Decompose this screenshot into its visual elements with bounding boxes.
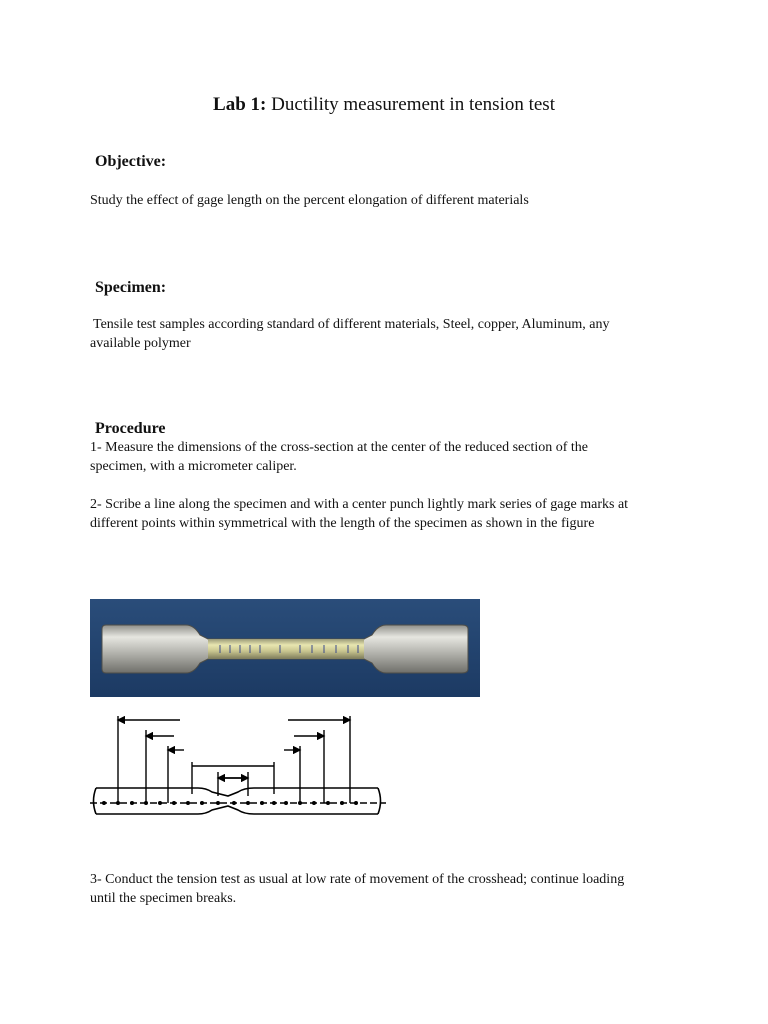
step3-line1: 3- Conduct the tension test as usual at low rate of movement of the crosshead; continue loading (90, 872, 625, 887)
specimen-text-line2: available polymer (90, 336, 191, 351)
step2-line1: 2- Scribe a line along the specimen and with a center punch lightly mark series of gage marks at (90, 497, 629, 512)
step1-line1: 1- Measure the dimensions of the cross-section at the center of the reduced section of the (90, 440, 588, 455)
gage-marks-diagram (88, 710, 388, 835)
title-prefix: Lab 1: (213, 94, 267, 115)
specimen-text-line1: Tensile test samples according standard of different materials, Steel, copper, Aluminum, any (93, 317, 610, 332)
title-text: Ductility measurement in tension test (271, 94, 555, 115)
reduced-section (208, 639, 364, 659)
specimen-outline-bottom (96, 806, 378, 814)
objective-text: Study the effect of gage length on the percent elongation of different materials (90, 193, 529, 208)
specimen-photo (90, 599, 480, 697)
objective-heading: Objective: (95, 153, 167, 170)
step2-line2: different points within symmetrical with the length of the specimen as shown in the figure (90, 516, 595, 531)
extension-lines (118, 716, 350, 803)
page-title (0, 94, 768, 116)
step1-line2: specimen, with a micrometer caliper. (90, 459, 297, 474)
procedure-heading: Procedure (95, 420, 166, 437)
dimension-arrows (118, 720, 350, 778)
step3-line2: until the specimen breaks. (90, 891, 237, 906)
specimen-outline-top (96, 788, 378, 796)
specimen-heading: Specimen: (95, 279, 167, 296)
